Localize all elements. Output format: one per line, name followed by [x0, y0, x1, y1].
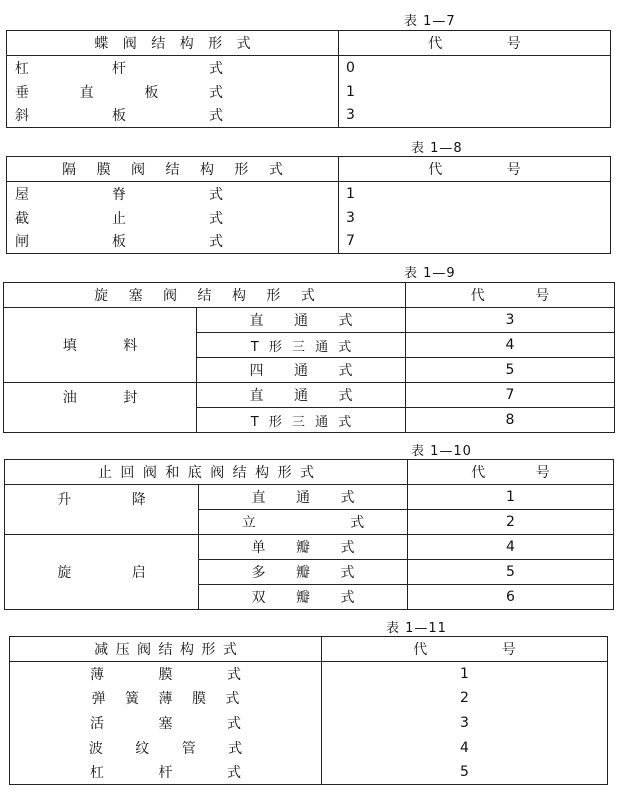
row-code: 7 — [339, 230, 611, 254]
table-caption: 表 1—8 — [411, 141, 463, 156]
row-name: 杠 杆 式 — [7, 56, 339, 80]
item-code: 6 — [408, 585, 614, 610]
item-name: 多 瓣 式 — [199, 560, 408, 585]
header-structure: 旋 塞 阀 结 构 形 式 — [4, 283, 406, 308]
header-code: 代 号 — [339, 157, 611, 182]
item-name: T 形 三 通 式 — [197, 333, 406, 358]
header-structure: 蝶 阀 结 构 形 式 — [7, 31, 339, 56]
row-code: 1 — [339, 182, 611, 206]
group-name: 升 降 — [5, 485, 199, 535]
item-name: 直 通 式 — [199, 485, 408, 510]
row-code: 4 — [322, 735, 608, 760]
row-code: 1 — [339, 80, 611, 104]
item-code: 2 — [408, 510, 614, 535]
item-code: 5 — [408, 560, 614, 585]
item-code: 7 — [406, 383, 615, 408]
header-code: 代 号 — [406, 283, 615, 308]
header-code: 代 号 — [322, 637, 608, 662]
row-name: 斜 板 式 — [7, 104, 339, 128]
row-name: 活 塞 式 — [10, 711, 322, 736]
group-name: 旋 启 — [5, 535, 199, 610]
header-structure: 隔 膜 阀 结 构 形 式 — [7, 157, 339, 182]
group-name: 填 料 — [4, 308, 197, 383]
group-name: 油 封 — [4, 383, 197, 433]
row-code: 3 — [339, 104, 611, 128]
row-name: 薄 膜 式 — [10, 662, 322, 687]
header-structure: 止 回 阀 和 底 阀 结 构 形 式 — [5, 460, 408, 485]
row-code: 3 — [322, 711, 608, 736]
item-code: 5 — [406, 358, 615, 383]
header-structure: 减 压 阀 结 构 形 式 — [10, 637, 322, 662]
item-name: 立 式 — [199, 510, 408, 535]
row-code: 1 — [322, 662, 608, 687]
header-code: 代 号 — [408, 460, 614, 485]
table-caption: 表 1—10 — [411, 444, 472, 459]
row-code: 5 — [322, 760, 608, 785]
item-name: 单 瓣 式 — [199, 535, 408, 560]
table-caption: 表 1—11 — [386, 621, 447, 636]
item-name: 直 通 式 — [197, 308, 406, 333]
table-butterfly-valve — [6, 30, 611, 128]
item-name: 直 通 式 — [197, 383, 406, 408]
row-name: 弹 簧 薄 膜 式 — [10, 686, 322, 711]
row-name: 杠 杆 式 — [10, 760, 322, 785]
table-plug-valve — [3, 282, 615, 433]
item-name: 四 通 式 — [197, 358, 406, 383]
item-code: 1 — [408, 485, 614, 510]
table-caption: 表 1—7 — [404, 14, 456, 29]
row-name: 屋 脊 式 — [7, 182, 339, 206]
table-diaphragm-valve — [6, 156, 611, 254]
item-name: 双 瓣 式 — [199, 585, 408, 610]
row-code: 0 — [339, 56, 611, 80]
row-code: 3 — [339, 206, 611, 230]
item-code: 4 — [408, 535, 614, 560]
table-pressure-reducing-valve — [9, 636, 608, 785]
row-name: 截 止 式 — [7, 206, 339, 230]
header-code: 代 号 — [339, 31, 611, 56]
table-caption: 表 1—9 — [404, 266, 456, 281]
row-name: 闸 板 式 — [7, 230, 339, 254]
item-code: 4 — [406, 333, 615, 358]
row-code: 2 — [322, 686, 608, 711]
table-check-valve — [4, 459, 614, 610]
item-name: T 形 三 通 式 — [197, 408, 406, 433]
item-code: 3 — [406, 308, 615, 333]
row-name: 波 纹 管 式 — [10, 735, 322, 760]
row-name: 垂 直 板 式 — [7, 80, 339, 104]
item-code: 8 — [406, 408, 615, 433]
